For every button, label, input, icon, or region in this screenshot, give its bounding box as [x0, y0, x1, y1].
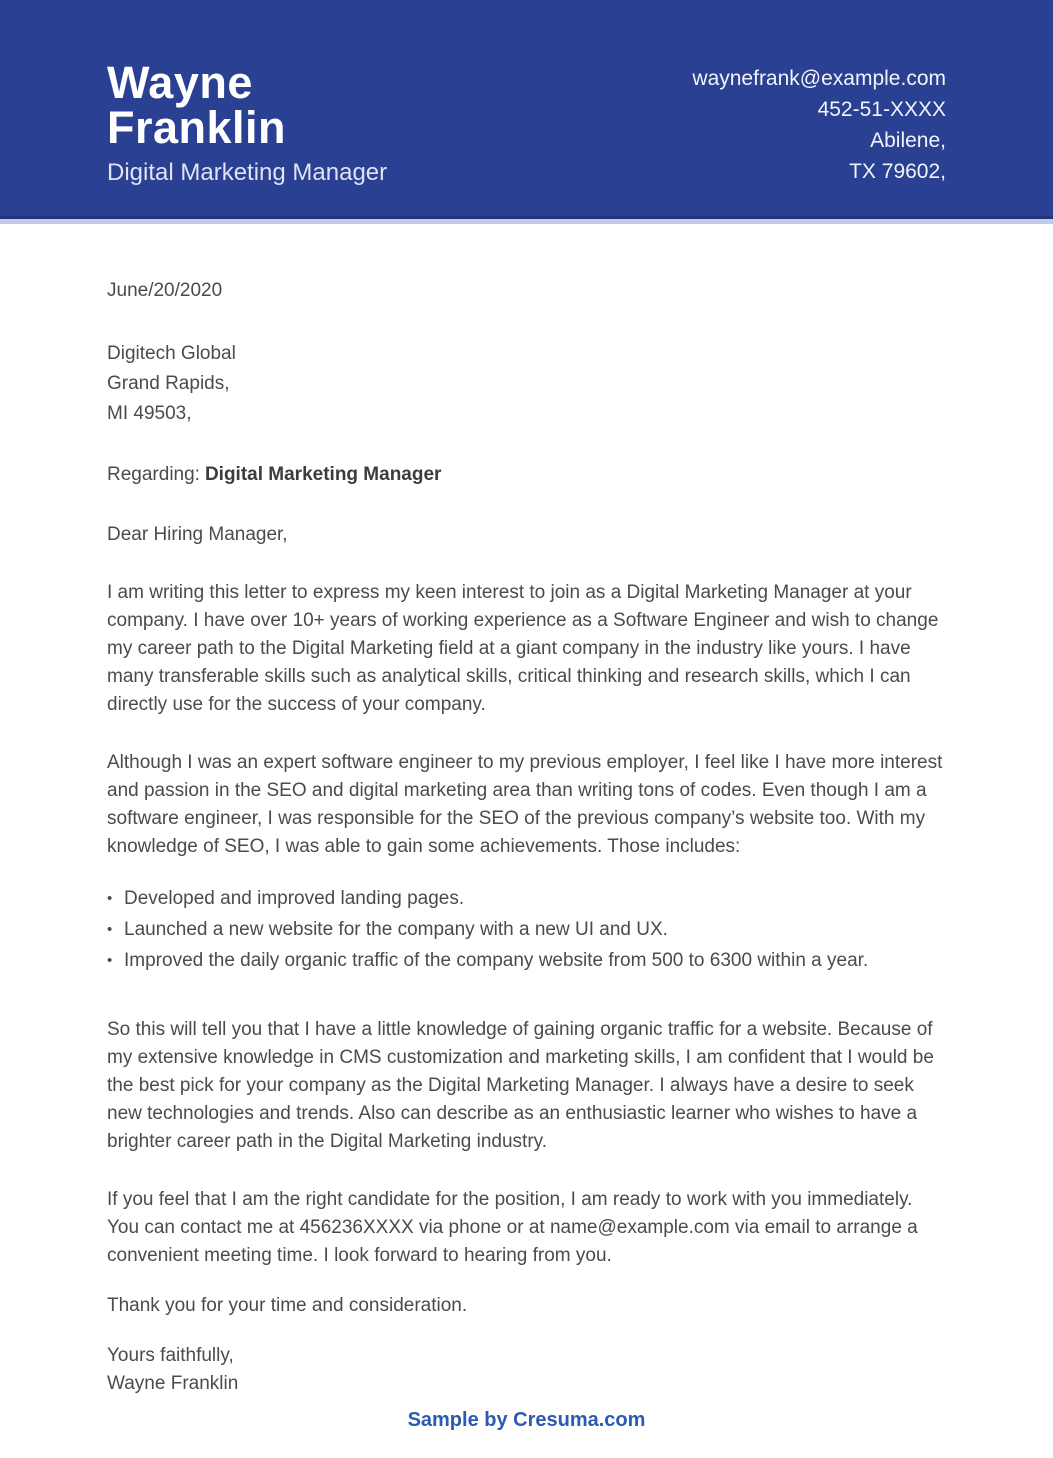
contact-phone: 452-51-XXXX — [817, 98, 946, 121]
candidate-name-block — [107, 57, 388, 187]
regarding-value: Digital Marketing Manager — [204, 464, 442, 485]
regarding-label: Regarding: — [107, 464, 200, 485]
paragraph-experience: Although I was an expert software engineer to my previous employer, I feel like I have more interest and passion in the SEO and digital marketing area than writing tons of codes. Even though I am a software engineer, I was responsible for the SEO of the previous company’s website too. With my knowledge of SEO, I was able to gain some achievements. Those includes: — [107, 752, 943, 857]
paragraph-intro: I am writing this letter to express my keen interest to join as a Digital Marketing Manager at your company. I have over 10+ years of working experience as a Software Engineer and wish to change my career path to the Digital Marketing field at a giant company in the industry like yours. I have many transferable skills such as analytical skills, critical thinking and research skills, which I can directly use for the success of your company. — [107, 582, 939, 715]
regarding-line — [107, 461, 946, 489]
thanks-line: Thank you for your time and consideration. — [107, 1295, 468, 1316]
candidate-last-name: Franklin — [107, 102, 287, 153]
list-item: • Developed and improved landing pages. — [107, 883, 946, 914]
contact-email: waynefrank@example.com — [692, 67, 946, 90]
paragraph-contact: If you feel that I am the right candidate for the position, I am ready to work with you immediately. You can contact me at 456236XXXX via phone or at name@example.com via email to arrange a convenient meeting time. I look forward to hearing from you. — [107, 1189, 918, 1266]
closing-block — [107, 1342, 946, 1398]
closing-phrase: Yours faithfully, — [107, 1345, 234, 1366]
letter-header — [0, 0, 1053, 219]
list-item: • Improved the daily organic traffic of the company website from 500 to 6300 within a year. — [107, 945, 946, 976]
contact-state-zip: TX 79602, — [849, 160, 946, 183]
watermark-footer — [0, 1409, 1053, 1432]
recipient-company: Digitech Global — [107, 343, 236, 364]
salutation: Dear Hiring Manager, — [107, 524, 288, 545]
achievements-list — [107, 883, 946, 976]
candidate-first-name: Wayne — [107, 57, 253, 108]
recipient-city: Grand Rapids, — [107, 373, 230, 394]
contact-city: Abilene, — [870, 129, 946, 152]
watermark-link[interactable]: Sample by Cresuma.com — [407, 1409, 646, 1431]
recipient-address — [107, 339, 946, 429]
contact-block — [692, 60, 946, 187]
recipient-state-zip: MI 49503, — [107, 403, 192, 424]
paragraph-skills: So this will tell you that I have a little knowledge of gaining organic traffic for a website. Because of my extensive knowledge in CMS customization and marketing skills, I am confident that I would be the best pick for your company as the Digital Marketing Manager. I always have a desire to seek new technologies and trends. Also can describe as an enthusiastic learner who wishes to have a brighter career path in the Digital Marketing industry. — [107, 1019, 934, 1152]
candidate-job-title: Digital Marketing Manager — [107, 159, 388, 186]
letter-date: June/20/2020 — [107, 280, 223, 301]
letter-body — [0, 219, 1053, 1398]
signature-name: Wayne Franklin — [107, 1373, 239, 1394]
list-item: • Launched a new website for the company with a new UI and UX. — [107, 914, 946, 945]
